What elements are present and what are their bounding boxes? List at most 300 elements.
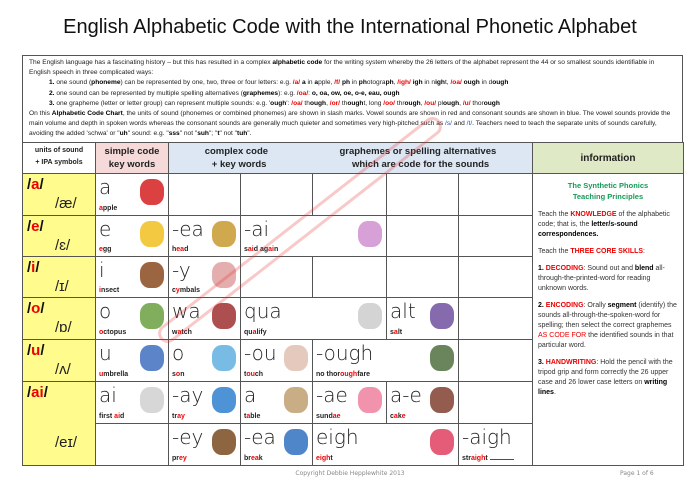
- text-segment: ,: [459, 99, 463, 107]
- key-word-part: c: [390, 412, 394, 420]
- grapheme-cell: [241, 215, 387, 256]
- ipa-symbol: /ɛ/: [55, 236, 71, 254]
- grapheme: -y: [172, 257, 191, 282]
- empty-cell: [459, 173, 533, 215]
- phoneme-part: /: [27, 383, 32, 401]
- text-segment: a: [314, 79, 319, 87]
- empty-cell: [459, 215, 533, 256]
- ipa-symbol: /ɒ/: [55, 318, 72, 336]
- text-segment: pple,: [318, 79, 335, 87]
- key-word-part: ay: [177, 412, 185, 420]
- empty-cell: [459, 381, 533, 423]
- text-segment: ): e.g.: [278, 89, 297, 97]
- page-title: English Alphabetic Code with the International Phonetic Alphabet: [63, 16, 637, 38]
- key-word-part: t: [485, 454, 488, 462]
- grapheme-cell: [96, 215, 169, 256]
- header-simple-line1: simple code: [104, 145, 160, 157]
- text-segment: a: [301, 79, 306, 87]
- empty-cell: [313, 173, 387, 215]
- key-word-part: d ag: [253, 245, 269, 253]
- grapheme: qua: [244, 298, 282, 323]
- text-segment: /oa/: [291, 99, 303, 107]
- text-segment: 1.: [49, 79, 55, 87]
- text-segment: alphabetic code: [272, 59, 323, 66]
- key-word-part: str: [462, 454, 471, 462]
- info-paragraph: [538, 247, 678, 257]
- grapheme: -ou: [244, 340, 277, 365]
- salt-icon: [430, 303, 454, 329]
- key-word-part: gg: [102, 245, 112, 253]
- grapheme-cell: [459, 423, 533, 465]
- key-word-part: br: [244, 454, 251, 462]
- key-word-part: ch: [254, 370, 264, 378]
- text-segment: blend: [634, 264, 654, 272]
- key-word-part: eigh: [316, 454, 331, 462]
- grapheme: -ea: [244, 424, 276, 449]
- key-word-part: ea: [176, 245, 185, 253]
- grapheme-cell: [241, 381, 313, 423]
- phoneme-part: /: [40, 341, 45, 359]
- sign-icon: [430, 345, 454, 371]
- key-word: [99, 286, 119, 295]
- sound-cell: [23, 381, 96, 465]
- key-word: [462, 454, 514, 463]
- umbrella-icon: [140, 345, 164, 371]
- text-segment: one sound can be represented by multiple spelling alternatives (: [54, 89, 243, 97]
- key-word-part: s: [390, 328, 394, 336]
- grapheme-cell: [387, 297, 459, 339]
- key-word-part: n: [273, 245, 279, 253]
- text-segment: t, long: [363, 99, 384, 107]
- phoneme-part: ai: [31, 383, 44, 401]
- intro-line: [29, 99, 676, 109]
- phoneme-part: /: [27, 258, 32, 276]
- key-word-part: pple: [102, 204, 118, 212]
- apple-icon: [140, 179, 164, 205]
- phoneme-part: /: [39, 217, 44, 235]
- grapheme-cell: [169, 339, 241, 381]
- header-units-line1: units of sound: [34, 146, 84, 154]
- key-word: [244, 412, 260, 421]
- key-word-part: ai: [247, 245, 254, 253]
- key-word: [244, 245, 278, 254]
- intro-line: [29, 89, 676, 99]
- text-segment: ph: [385, 79, 394, 87]
- text-segment: DECODING: [545, 264, 584, 272]
- key-word: [244, 454, 263, 463]
- key-word: [172, 245, 188, 254]
- grapheme-cell: [169, 381, 241, 423]
- header-simple-line2: key words: [108, 158, 156, 170]
- empty-cell: [313, 256, 387, 297]
- key-word-part: tr: [172, 412, 178, 420]
- key-word-part: n: [180, 370, 185, 378]
- key-word-part: d: [120, 412, 125, 420]
- scroll-icon: [358, 303, 382, 329]
- grapheme: -ey: [172, 424, 204, 449]
- intro-line: [29, 109, 676, 140]
- text-segment: in n: [422, 79, 436, 87]
- key-word: [316, 454, 333, 463]
- grapheme: ai: [99, 382, 117, 407]
- grapheme-cell: [169, 297, 241, 339]
- phoneme-part: /: [27, 299, 32, 317]
- text-segment: .: [553, 388, 556, 396]
- text-segment: 2.: [538, 301, 546, 309]
- header-units: [23, 142, 96, 173]
- text-segment: in: [350, 79, 359, 87]
- key-word-part: ea: [251, 454, 259, 462]
- ipa-symbol: /ʌ/: [55, 360, 71, 378]
- key-word-part: h: [172, 245, 177, 253]
- text-segment: t: [217, 130, 220, 138]
- header-units-line2: + IPA symbols: [35, 158, 83, 166]
- text-segment: igh: [435, 79, 445, 87]
- text-segment: t,: [444, 79, 451, 87]
- footer-bar: [0, 470, 700, 478]
- info-paragraph: [538, 301, 678, 351]
- key-word-part: c: [172, 286, 176, 294]
- grapheme: o: [172, 340, 185, 365]
- phoneme-label: [27, 342, 45, 360]
- text-segment: " sound: e.g. ": [127, 130, 169, 138]
- grapheme-cell: [169, 423, 241, 465]
- principles-title-line2: Teaching Principles: [572, 191, 644, 201]
- key-word-part: a: [99, 204, 103, 212]
- text-segment: Teach the: [538, 210, 571, 218]
- grapheme: -ai: [244, 216, 270, 241]
- key-word-part: ough: [340, 370, 358, 378]
- empty-cell: [169, 173, 241, 215]
- grapheme: -ae: [316, 382, 348, 407]
- intro-text: [22, 55, 683, 142]
- grapheme: -aigh: [462, 424, 512, 449]
- text-segment: ough: [443, 99, 460, 107]
- text-segment: igh: [412, 79, 423, 87]
- info-paragraph: [538, 210, 678, 240]
- key-word-part: a: [393, 412, 398, 420]
- header-complex-line1: complex code: [204, 145, 269, 157]
- phoneme-part: a: [31, 175, 40, 193]
- key-word-part: o: [175, 370, 181, 378]
- text-segment: 3.: [538, 358, 546, 366]
- text-segment: ".: [247, 130, 252, 138]
- key-word: [244, 328, 267, 337]
- grapheme-cell: [313, 381, 387, 423]
- text-segment: (identify) the sounds all-through-the-spoken-word for spelling; then select the correct graphemes: [538, 301, 677, 329]
- key-word: [172, 412, 185, 421]
- grapheme: alt: [390, 298, 416, 323]
- phoneme-part: /: [39, 175, 44, 193]
- egg-icon: [140, 221, 164, 247]
- key-word: [390, 412, 406, 421]
- header-graphemes-line1: graphemes or spelling alternatives: [339, 145, 497, 157]
- alphabetic-code-chart: [22, 142, 684, 466]
- text-segment: Teach the: [538, 247, 571, 255]
- key-word-part: a: [252, 328, 257, 336]
- text-segment: letter/s-sound correspondences.: [538, 220, 638, 238]
- key-word-part: t: [244, 370, 247, 378]
- text-segment: thor: [470, 99, 484, 107]
- grapheme: i: [99, 257, 105, 282]
- text-segment: ,: [326, 99, 330, 107]
- key-word: [99, 328, 126, 337]
- phoneme-label: [27, 259, 40, 277]
- text-segment: ,: [420, 99, 425, 107]
- key-word-part: ai: [268, 245, 274, 253]
- text-segment: of the alphabetic code; that is, the: [538, 210, 670, 228]
- empty-cell: [387, 173, 459, 215]
- phoneme-part: /: [27, 175, 32, 193]
- header-complex-code: [169, 142, 533, 173]
- text-segment: one sound (: [54, 79, 92, 87]
- grapheme: eigh: [316, 424, 359, 449]
- key-word: [316, 370, 370, 379]
- grapheme-cell: [169, 256, 241, 297]
- empty-cell: [387, 215, 459, 256]
- answer-blank: [490, 459, 514, 460]
- text-segment: /ou/: [424, 99, 437, 107]
- sound-cell: [23, 256, 96, 297]
- empty-cell: [241, 173, 313, 215]
- text-segment: THREE CORE SKILLS: [570, 247, 644, 255]
- text-segment: /oa/: [296, 89, 309, 97]
- text-segment: /f/: [334, 79, 341, 87]
- text-segment: : Sound out and: [583, 264, 635, 272]
- text-segment: graphemes: [242, 89, 279, 97]
- key-word-part: first: [99, 412, 115, 420]
- grapheme: e: [99, 216, 112, 241]
- page-number: Page 1 of 6: [620, 469, 654, 477]
- key-word-part: t: [244, 412, 247, 420]
- info-paragraph: [538, 358, 678, 398]
- key-word-part: aigh: [470, 454, 486, 462]
- text-segment: " not ": [179, 130, 198, 138]
- header-complex-line2: + key words: [211, 158, 267, 170]
- text-segment: /igh/: [397, 79, 411, 87]
- head-icon: [212, 221, 236, 247]
- text-segment: th: [340, 99, 348, 107]
- information-panel: [533, 173, 684, 465]
- text-segment: : Hold the pencil with the tripod grip and form correctly the 26 upper case and 26 lower case letters on: [538, 358, 673, 386]
- key-word-part: s: [244, 245, 248, 253]
- phoneme-label: [27, 176, 44, 194]
- key-word: [99, 204, 117, 213]
- phoneme-part: /: [40, 299, 45, 317]
- key-word: [172, 454, 187, 463]
- text-segment: segment: [607, 301, 637, 309]
- text-segment: /oo/: [383, 99, 395, 107]
- sundae-icon: [358, 387, 382, 413]
- key-word-part: pr: [172, 454, 179, 462]
- key-word-part: u: [99, 370, 104, 378]
- text-segment: th: [302, 99, 310, 107]
- key-word: [99, 370, 128, 379]
- text-segment: : Orally: [583, 301, 608, 309]
- key-word-part: a: [246, 412, 251, 420]
- ipa-symbol: /eɪ/: [55, 433, 78, 451]
- text-segment: KNOWLEDGE: [570, 210, 617, 218]
- grapheme-cell: [169, 215, 241, 256]
- phoneme-part: /: [27, 341, 32, 359]
- key-word: [316, 412, 341, 421]
- grapheme: a: [244, 382, 257, 407]
- sound-cell: [23, 339, 96, 381]
- key-word-part: w: [172, 328, 178, 336]
- principles-title: [538, 180, 678, 202]
- text-segment: " not ": [219, 130, 238, 138]
- son-icon: [212, 345, 236, 371]
- text-segment: in d: [479, 79, 493, 87]
- grapheme: -ea: [172, 216, 204, 241]
- grapheme-cell: [241, 297, 387, 339]
- key-word-part: a: [393, 328, 398, 336]
- text-segment: /u/: [462, 99, 471, 107]
- text-segment: suh: [197, 130, 209, 138]
- key-word-part: i: [99, 286, 101, 294]
- text-segment: /or/: [329, 99, 340, 107]
- phoneme-part: /: [35, 258, 40, 276]
- empty-cell: [459, 339, 533, 381]
- text-segment: /s/: [445, 120, 452, 128]
- text-segment: the identified sounds in that particular word.: [538, 331, 674, 349]
- text-segment: otogra: [366, 79, 386, 87]
- key-word-part: ey: [179, 454, 187, 462]
- grapheme-cell: [313, 423, 459, 465]
- grapheme: a-e: [390, 382, 422, 407]
- key-word: [390, 328, 402, 337]
- text-segment: AS CODE FOR: [538, 331, 587, 339]
- text-segment: ough: [492, 79, 509, 87]
- text-segment: uh: [119, 130, 128, 138]
- insect-icon: [140, 262, 164, 288]
- phoneme-part: i: [31, 258, 36, 276]
- key-word-part: k: [258, 454, 263, 462]
- text-segment: ough: [309, 99, 327, 107]
- octopus-icon: [140, 303, 164, 329]
- grapheme-cell: [96, 256, 169, 297]
- text-segment: ough: [404, 99, 421, 107]
- text-segment: ough: [347, 99, 364, 107]
- text-segment: ENCODING: [545, 301, 584, 309]
- text-segment: sss: [168, 130, 180, 138]
- key-word: [172, 328, 192, 337]
- text-segment: ph: [358, 79, 367, 87]
- intro-line: [29, 78, 676, 88]
- grapheme: -ough: [316, 340, 374, 365]
- phoneme-part: /: [43, 383, 48, 401]
- sound-cell: [23, 215, 96, 256]
- sound-cell: [23, 173, 96, 215]
- grapheme: u: [99, 340, 112, 365]
- text-segment: , the units of sound (phonemes or combined phonemes) are shown in slash marks. Vowel sounds are shown in red and consonant sounds are shown in blue. The vowel sounds provide the main volume and depth in spoken words whereas the consonant sounds are generally much quieter and sometimes very high-pitched such as: [29, 110, 671, 128]
- key-word-part: ble: [250, 412, 261, 420]
- key-word-part: mbrella: [103, 370, 129, 378]
- key-word-part: ctopus: [103, 328, 127, 336]
- cake-icon: [430, 387, 454, 413]
- empty-cell: [387, 256, 459, 297]
- text-segment: /a/: [292, 79, 301, 87]
- key-word: [244, 370, 263, 379]
- key-word-part: lt: [397, 328, 403, 336]
- phoneme-part: o: [31, 299, 41, 317]
- sound-cell: [23, 297, 96, 339]
- text-segment: 3.: [49, 99, 55, 107]
- first-aid-icon: [140, 387, 164, 413]
- key-word-part: d: [184, 245, 189, 253]
- text-segment: 2.: [49, 89, 55, 97]
- copyright-footer: Copyright Debbie Hepplewhite 2013: [295, 469, 405, 477]
- key-word-part: ai: [114, 412, 121, 420]
- text-segment: 1.: [538, 264, 546, 272]
- key-word: [99, 245, 111, 254]
- grapheme-cell: [241, 423, 313, 465]
- text-segment: phoneme: [91, 79, 121, 87]
- text-segment: one grapheme (letter or letter group) can represent multiple sounds: e.g. ': [54, 99, 271, 107]
- grapheme-cell: [96, 297, 169, 339]
- text-segment: ough: [270, 99, 287, 107]
- text-segment: o, oa, ow, oe, o-e, eau, ough: [311, 89, 400, 97]
- key-word-part: qu: [244, 328, 253, 336]
- text-segment: /t/: [466, 120, 473, 128]
- key-word-part: lify: [256, 328, 267, 336]
- touch-icon: [284, 345, 308, 371]
- text-segment: The English language has a fascinating history – but this has resulted in a complex: [29, 59, 273, 66]
- text-segment: in: [305, 79, 315, 87]
- text-segment: ph: [341, 79, 350, 87]
- grapheme: o: [99, 298, 112, 323]
- empty-cell: [459, 256, 533, 297]
- key-word-part: k: [397, 412, 402, 420]
- eagle-icon: [212, 429, 236, 455]
- chart-row: [23, 173, 684, 215]
- key-word-part: ou: [246, 370, 255, 378]
- key-word-part: fare: [357, 370, 371, 378]
- text-segment: pl: [436, 99, 444, 107]
- text-segment: ':: [286, 99, 292, 107]
- grapheme-cell: [241, 339, 313, 381]
- watch-icon: [212, 303, 236, 329]
- key-word-part: ae: [332, 412, 341, 420]
- header-graphemes-line2: which are code for the sounds: [351, 158, 490, 170]
- phoneme-label: [27, 300, 45, 318]
- key-word-part: sund: [316, 412, 333, 420]
- phoneme-part: /: [27, 217, 32, 235]
- text-segment: :: [643, 247, 645, 255]
- text-segment: for the writing system whereby the 26 letters of the alphabet represent the 44 or so smallest sounds identifiable in English speech in three complicated ways:: [29, 59, 655, 77]
- grapheme-cell: [96, 173, 169, 215]
- tray-icon: [212, 387, 236, 413]
- key-word-part: nsect: [100, 286, 120, 294]
- ipa-symbol: /ɪ/: [55, 277, 69, 295]
- text-segment: ough: [483, 99, 500, 107]
- text-segment: ) can be represented by one, two, three or four letters: e.g.: [120, 79, 293, 87]
- principles-title-line1: The Synthetic Phonics: [567, 180, 649, 190]
- grapheme: wa: [172, 298, 201, 323]
- text-segment: and: [451, 120, 467, 128]
- text-segment: tuh: [237, 130, 248, 138]
- key-word: [99, 412, 124, 421]
- table-icon: [284, 387, 308, 413]
- ipa-symbol: /æ/: [55, 194, 77, 212]
- key-word: [172, 370, 184, 379]
- key-word-part: e: [401, 412, 406, 420]
- info-paragraph: [538, 264, 678, 294]
- text-segment: . Teachers need to teach the separate units of sounds carefully, avoiding the added 'schwa' or ": [29, 120, 657, 138]
- break-icon: [284, 429, 308, 455]
- cymbals-icon: [212, 262, 236, 288]
- empty-cell: [459, 297, 533, 339]
